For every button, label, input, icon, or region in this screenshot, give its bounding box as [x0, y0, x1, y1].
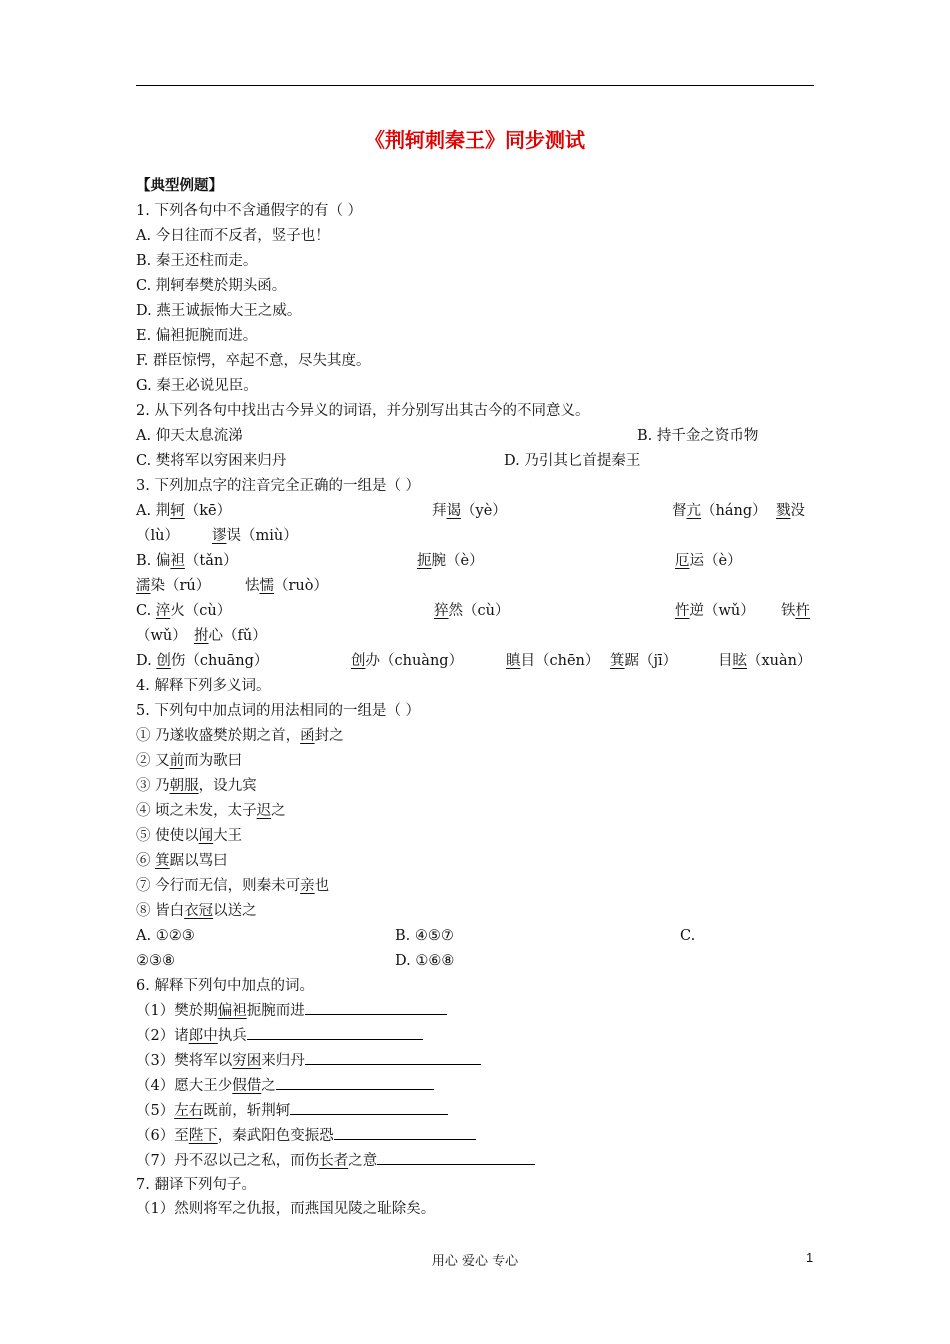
- q2-option-c: C. 樊将军以穷困来归丹: [136, 453, 287, 469]
- q2-stem: 2. 从下列各句中找出古今异义的词语，并分别写出其古今的不同意义。: [136, 403, 590, 419]
- q2-option-a: A. 仰天太息流涕: [136, 428, 243, 444]
- q7-sentence: （1）然则将军之仇报，而燕国见陵之耻除矣。: [136, 1201, 436, 1217]
- q3-option-b-item: B. 偏袒（tǎn）: [136, 553, 238, 569]
- q3-option-a-item: A. 荆轲（kē）: [136, 503, 232, 519]
- page-footer: 用心 爱心 专心: [431, 1254, 519, 1269]
- q3-option-d-item: 箕踞（jī）: [610, 653, 678, 669]
- q3-option-d-item: D. 创伤（chuāng）: [136, 653, 269, 669]
- q5-item: ⑧ 皆白衣冠以送之: [136, 903, 257, 919]
- q1-stem: 1. 下列各句中不含通假字的有（ ）: [136, 203, 363, 219]
- answer-blank[interactable]: [247, 1025, 423, 1040]
- q6-item: （6）至陛下，秦武阳色变振恐: [136, 1125, 476, 1146]
- answer-blank[interactable]: [334, 1125, 476, 1140]
- page-title: 《荆轲刺秦王》同步测试: [365, 128, 585, 152]
- answer-blank[interactable]: [305, 1050, 481, 1065]
- q3-option-a-item: 谬误（miù）: [212, 528, 298, 544]
- q3-stem: 3. 下列加点字的注音完全正确的一组是（ ）: [136, 478, 421, 494]
- header-rule: [136, 85, 814, 86]
- q7-stem: 7. 翻译下列句子。: [136, 1177, 256, 1193]
- q6-item: （2）诸郎中执兵: [136, 1025, 423, 1046]
- q5-item: ② 又前而为歌曰: [136, 753, 243, 769]
- q3-option-c-item: 铁杵: [781, 603, 810, 619]
- q5-stem: 5. 下列句中加点词的用法相同的一组是（ ）: [136, 703, 421, 719]
- q5-option-b: B. ④⑤⑦: [395, 928, 454, 944]
- q5-item: ① 乃遂收盛樊於期之首，函封之: [136, 728, 344, 744]
- q2-option-d: D. 乃引其匕首提秦王: [504, 453, 641, 469]
- q3-option-c-item: 猝然（cù）: [434, 603, 510, 619]
- q5-item: ⑤ 使使以闻大王: [136, 828, 243, 844]
- q3-option-b-item: 濡染（rú）: [136, 578, 211, 594]
- q3-option-d-item: 瞋目（chēn）: [506, 653, 600, 669]
- q3-option-c-item: 忤逆（wǔ）: [675, 603, 755, 619]
- q2-option-b: B. 持千金之资币物: [637, 428, 759, 444]
- q1-option: A. 今日往而不反者，竖子也！: [136, 228, 330, 244]
- answer-blank[interactable]: [377, 1150, 535, 1165]
- q5-item: ④ 顷之未发，太子迟之: [136, 803, 286, 819]
- answer-blank[interactable]: [276, 1075, 434, 1090]
- q1-option: G. 秦王必说见臣。: [136, 378, 258, 394]
- section-heading: 【典型例题】: [136, 178, 223, 194]
- q3-option-a-item: 拜谒（yè）: [432, 503, 507, 519]
- q3-option-d-item: 创办（chuàng）: [351, 653, 464, 669]
- q3-option-c-item: C. 淬火（cù）: [136, 603, 232, 619]
- q6-item: （4）愿大王少假借之: [136, 1075, 434, 1096]
- q6-item: （5）左右既前，斩荆轲: [136, 1100, 448, 1121]
- q1-option: D. 燕王诚振怖大王之威。: [136, 303, 302, 319]
- q6-stem: 6. 解释下列句中加点的词。: [136, 978, 314, 994]
- q3-option-c-item: 拊心（fǔ）: [194, 628, 267, 644]
- q1-option: C. 荆轲奉樊於期头函。: [136, 278, 287, 294]
- q3-option-c-item: （wǔ）: [136, 628, 187, 644]
- q6-item: （3）樊将军以穷困来归丹: [136, 1050, 481, 1071]
- q3-option-d-item: 目眩（xuàn）: [718, 653, 812, 669]
- q3-option-a-item: （lù）: [136, 528, 179, 544]
- q5-option-c-value: ②③⑧: [136, 953, 175, 969]
- q5-item: ⑦ 今行而无信，则秦未可亲也: [136, 878, 330, 894]
- answer-blank[interactable]: [290, 1100, 448, 1115]
- q5-item: ③ 乃朝服，设九宾: [136, 778, 257, 794]
- q3-option-b-item: 厄运（è）: [675, 553, 742, 569]
- q1-option: E. 偏袒扼腕而进。: [136, 328, 258, 344]
- answer-blank[interactable]: [305, 1000, 447, 1015]
- q3-option-b-item: 扼腕（è）: [417, 553, 484, 569]
- q4-stem: 4. 解释下列多义词。: [136, 678, 271, 694]
- q6-item: （1）樊於期偏袒扼腕而进: [136, 1000, 447, 1021]
- q3-option-a-item: 督亢（háng）: [672, 503, 767, 519]
- q6-item: （7）丹不忍以己之私，而伤长者之意: [136, 1150, 535, 1171]
- q5-option-d: D. ①⑥⑧: [395, 953, 455, 969]
- page-number: 1: [806, 1250, 814, 1265]
- q1-option: F. 群臣惊愕，卒起不意，尽失其度。: [136, 353, 371, 369]
- q1-option: B. 秦王还柱而走。: [136, 253, 258, 269]
- q5-option-c: C.: [680, 928, 696, 944]
- q5-option-a: A. ①②③: [136, 928, 195, 944]
- q3-option-a-item: 戮没: [776, 503, 805, 519]
- q3-option-b-item: 怯懦（ruò）: [245, 578, 328, 594]
- q5-item: ⑥ 箕踞以骂曰: [136, 853, 228, 869]
